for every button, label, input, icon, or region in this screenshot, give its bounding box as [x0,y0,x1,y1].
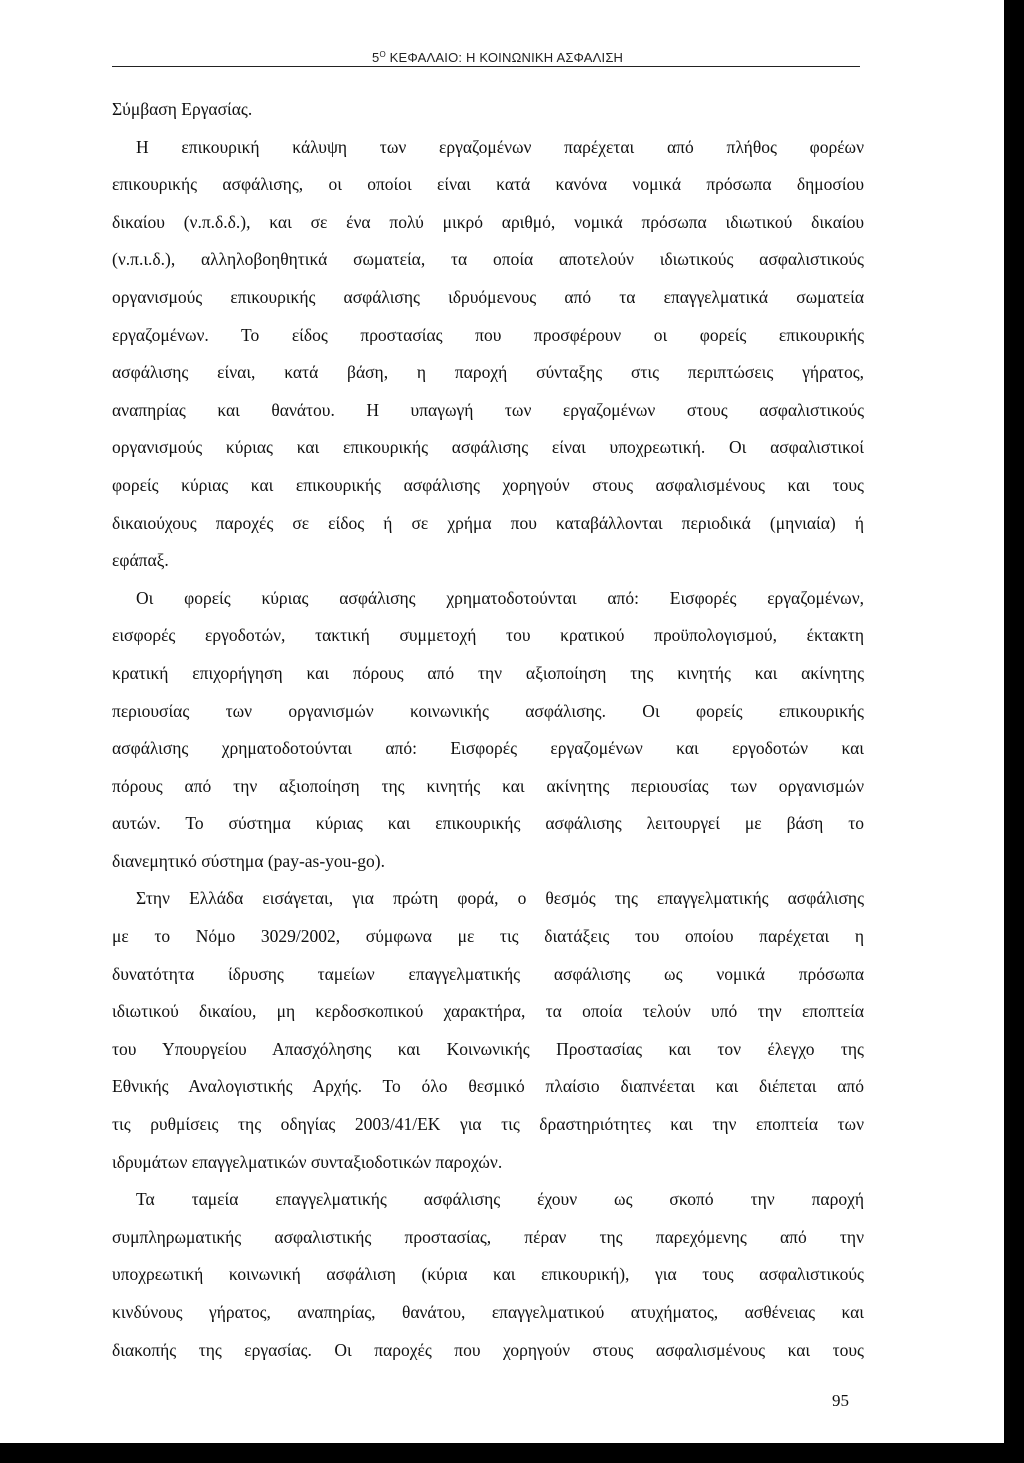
text-line: Στην Ελλάδα εισάγεται, για πρώτη φορά, ο θεσμός της επαγγελματικής ασφάλισης [136,888,864,909]
text-line: δυνατότητα ίδρυσης ταμείων επαγγελματικής ασφάλισης ως νομικά πρόσωπα [112,963,864,984]
text-line: κινδύνους γήρατος, αναπηρίας, θανάτου, επαγγελματικού ατυχήματος, ασθένειας και [112,1302,864,1322]
text-line: εφάπαξ. [112,550,169,571]
chapter-number: 5 [372,50,380,65]
chapter-heading [372,50,623,65]
text-line: Τα ταμεία επαγγελματικής ασφάλισης έχουν ως σκοπό την παροχή [136,1189,864,1210]
text-line: αυτών. Το σύστημα κύριας και επικουρικής ασφάλισης λειτουργεί με βάση το [112,813,864,834]
text-line: εργαζομένων. Το είδος προστασίας που προσφέρουν οι φορείς επικουρικής [112,324,864,345]
body-text [112,91,864,1369]
text-line: φορείς κύριας και επικουρικής ασφάλισης χορηγούν στους ασφαλισμένους και τους [112,474,864,495]
text-line: περιουσίας των οργανισμών κοινωνικής ασφάλισης. Οι φορείς επικουρικής [112,700,864,721]
text-line: πόρους από την αξιοποίηση της κινητής και ακίνητης περιουσίας των οργανισμών [112,775,864,796]
running-header [112,50,860,68]
chapter-ordinal-mark: Ο [379,50,386,59]
header-rule [112,66,860,67]
text-line: ιδρυμάτων επαγγελματικών συνταξιοδοτικών παροχών. [112,1151,503,1172]
header-rule-accent [112,66,156,67]
text-line: του Υπουργείου Απασχόλησης και Κοινωνικής Προστασίας και τον έλεγχο της [112,1038,864,1059]
text-line: κρατική επιχορήγηση και πόρους από την αξιοποίηση της κινητής και ακίνητης [112,662,864,683]
text-line: οργανισμούς επικουρικής ασφάλισης ιδρυόμενους από τα επαγγελματικά σωματεία [112,286,864,307]
text-line: δικαίου (ν.π.δ.δ.), και σε ένα πολύ μικρό αριθμό, νομικά πρόσωπα ιδιωτικού δικαίου [112,211,864,232]
text-line: (ν.π.ι.δ.), αλληλοβοηθητικά σωματεία, τα οποία αποτελούν ιδιωτικούς ασφαλιστικούς [112,249,864,270]
text-line: Οι φορείς κύριας ασφάλισης χρηματοδοτούνται από: Εισφορές εργαζομένων, [136,587,864,608]
page-number: 95 [832,1391,849,1410]
text-line: συμπληρωματικής ασφαλιστικής προστασίας, πέραν της παρεχόμενης από την [112,1226,864,1247]
text-line: με το Νόμο 3029/2002, σύμφωνα με τις διατάξεις του οποίου παρέχεται η [112,926,864,947]
text-line: Εθνικής Αναλογιστικής Αρχής. Το όλο θεσμικό πλαίσιο διαπνέεται και διέπεται από [112,1076,864,1097]
text-line: αναπηρίας και θανάτου. Η υπαγωγή των εργαζομένων στους ασφαλιστικούς [112,399,864,420]
text-line: επικουρικής ασφάλισης, οι οποίοι είναι κατά κανόνα νομικά πρόσωπα δημοσίου [112,174,864,195]
text-line: τις ρυθμίσεις της οδηγίας 2003/41/ΕΚ για τις δραστηριότητες και την εποπτεία των [112,1114,864,1135]
text-line: διακοπής της εργασίας. Οι παροχές που χορηγούν στους ασφαλισμένους και τους [112,1339,864,1360]
text-line: δικαιούχους παροχές σε είδος ή σε χρήμα που καταβάλλονται περιοδικά (μηνιαία) ή [112,512,864,533]
text-line: οργανισμούς κύριας και επικουρικής ασφάλισης είναι υποχρεωτική. Οι ασφαλιστικοί [112,437,864,458]
text-line: ασφάλισης χρηματοδοτούνται από: Εισφορές εργαζομένων και εργοδοτών και [112,738,864,759]
chapter-title: ΚΕΦΑΛΑΙΟ: Η ΚΟΙΝΩΝΙΚΗ ΑΣΦΑΛΙΣΗ [385,50,624,65]
text-line: υποχρεωτική κοινωνική ασφάλιση (κύρια και επικουρική), για τους ασφαλιστικούς [112,1264,864,1285]
text-line: εισφορές εργοδοτών, τακτική συμμετοχή του κρατικού προϋπολογισμού, έκτακτη [112,625,864,646]
text-line: Σύμβαση Εργασίας. [112,99,253,119]
text-line: διανεμητικό σύστημα (pay-as-you-go). [112,850,385,871]
text-line: ασφάλισης είναι, κατά βάση, η παροχή σύνταξης στις περιπτώσεις γήρατος, [112,362,864,383]
text-line: ιδιωτικού δικαίου, μη κερδοσκοπικού χαρακτήρα, τα οποία τελούν υπό την εποπτεία [112,1001,864,1022]
text-line: Η επικουρική κάλυψη των εργαζομένων παρέχεται από πλήθος φορέων [136,136,864,157]
